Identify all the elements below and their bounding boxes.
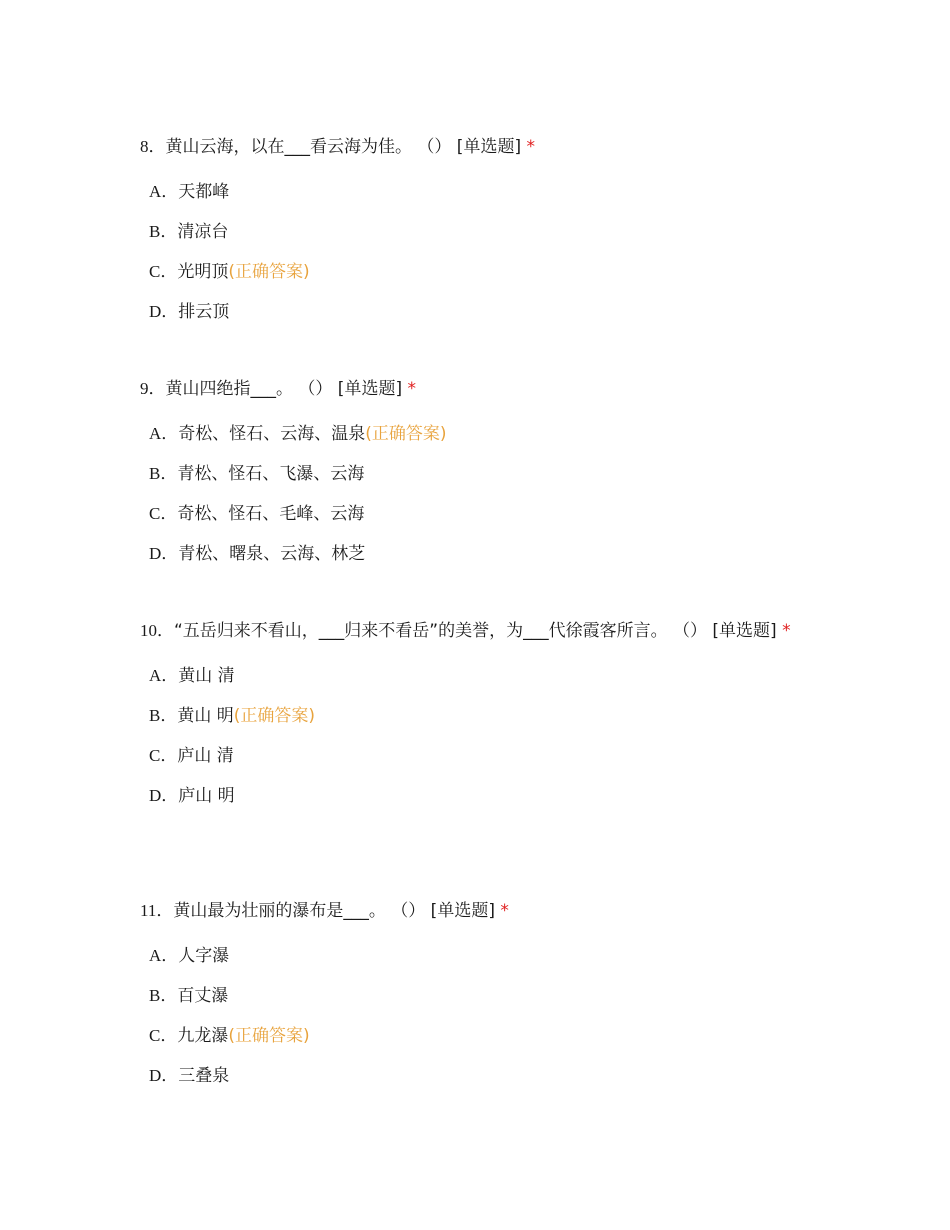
- option-text: 庐山 清: [177, 746, 234, 766]
- question-number: 11．: [140, 901, 174, 920]
- option-list: [140, 936, 820, 1096]
- option-list: [140, 656, 820, 816]
- option-letter: B．: [149, 222, 178, 241]
- question-stem: [140, 896, 820, 926]
- option-text: 青松、曙泉、云海、林芝: [178, 544, 366, 564]
- question-9: [140, 374, 820, 574]
- question-number: 9．: [140, 379, 166, 398]
- option-a: [140, 172, 820, 212]
- option-letter: C．: [149, 1026, 178, 1045]
- question-number: 10．: [140, 621, 174, 640]
- option-d: [140, 776, 820, 816]
- option-letter: C．: [149, 746, 178, 765]
- required-star: *: [500, 901, 509, 921]
- option-d: [140, 292, 820, 332]
- option-c: [140, 1016, 820, 1056]
- option-text: 人字瀑: [178, 946, 230, 966]
- correct-answer-mark: (正确答案): [228, 1026, 310, 1046]
- option-d: [140, 1056, 820, 1096]
- option-a: [140, 936, 820, 976]
- option-text: 排云顶: [178, 302, 230, 322]
- option-letter: B．: [149, 986, 178, 1005]
- option-text: 清凉台: [177, 222, 229, 242]
- option-text: 黄山 清: [178, 666, 235, 686]
- option-letter: C．: [149, 504, 178, 523]
- option-c: [140, 494, 820, 534]
- question-10: [140, 616, 820, 816]
- correct-answer-mark: (正确答案): [233, 706, 316, 726]
- option-text: 九龙瀑: [177, 1026, 229, 1046]
- required-star: *: [526, 137, 535, 157]
- option-c: [140, 252, 820, 292]
- option-d: [140, 534, 820, 574]
- question-stem: [140, 616, 820, 646]
- option-b: [140, 454, 820, 494]
- option-text: 天都峰: [178, 182, 230, 202]
- option-list: [140, 414, 820, 574]
- option-text: 黄山 明: [177, 706, 234, 726]
- option-letter: A．: [149, 946, 179, 965]
- option-letter: D．: [149, 544, 179, 563]
- option-letter: A．: [149, 424, 179, 443]
- option-text: 百丈瀑: [177, 986, 229, 1006]
- required-star: *: [407, 379, 416, 399]
- question-text: 黄山四绝指___。 （） [单选题]: [165, 379, 403, 399]
- option-text: 庐山 明: [178, 786, 235, 806]
- question-number: 8．: [140, 137, 166, 156]
- option-a: [140, 656, 820, 696]
- correct-answer-mark: (正确答案): [228, 262, 310, 282]
- option-letter: B．: [149, 464, 178, 483]
- question-11: [140, 896, 820, 1096]
- option-text: 光明顶: [177, 262, 229, 282]
- option-text: 奇松、怪石、云海、温泉: [178, 424, 366, 444]
- question-stem: [140, 132, 820, 162]
- option-text: 奇松、怪石、毛峰、云海: [177, 504, 365, 524]
- option-letter: C．: [149, 262, 178, 281]
- option-letter: B．: [149, 706, 178, 725]
- question-text: 黄山最为壮丽的瀑布是___。 （） [单选题]: [173, 901, 495, 921]
- option-letter: A．: [149, 182, 179, 201]
- option-letter: D．: [149, 1066, 179, 1085]
- option-b: [140, 212, 820, 252]
- option-b: [140, 696, 820, 736]
- question-8: [140, 132, 820, 332]
- option-list: [140, 172, 820, 332]
- question-stem: [140, 374, 820, 404]
- option-letter: A．: [149, 666, 179, 685]
- option-text: 青松、怪石、飞瀑、云海: [177, 464, 365, 484]
- option-letter: D．: [149, 786, 179, 805]
- option-letter: D．: [149, 302, 179, 321]
- required-star: *: [782, 621, 791, 641]
- question-text: 黄山云海，以在___看云海为佳。 （） [单选题]: [165, 137, 522, 157]
- option-b: [140, 976, 820, 1016]
- option-c: [140, 736, 820, 776]
- question-text: “五岳归来不看山，___归来不看岳”的美誉，为___代徐霞客所言。 （） [单选题]: [174, 621, 777, 641]
- correct-answer-mark: (正确答案): [365, 424, 447, 444]
- option-text: 三叠泉: [178, 1066, 230, 1086]
- option-a: [140, 414, 820, 454]
